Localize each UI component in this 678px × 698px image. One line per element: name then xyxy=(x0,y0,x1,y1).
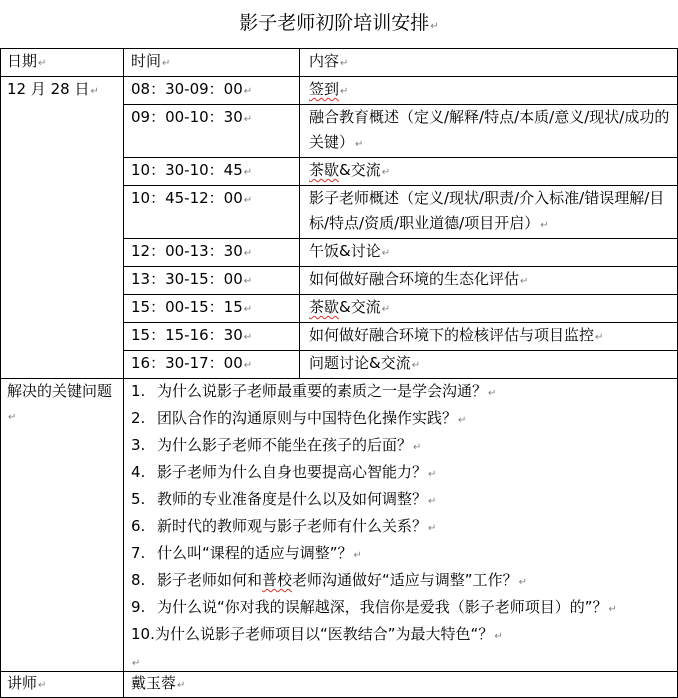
content-cell xyxy=(300,239,678,267)
paragraph-mark-icon: ↵ xyxy=(381,248,391,259)
key-issues-row xyxy=(1,379,678,672)
paragraph-mark-icon: ↵ xyxy=(411,360,421,371)
key-issue-item xyxy=(131,514,673,541)
paragraph-mark-icon: ↵ xyxy=(340,86,349,97)
time-cell xyxy=(124,267,300,295)
paragraph-mark-icon: ↵ xyxy=(595,332,604,343)
key-issue-text: 为什么说“你对我的误解越深，我信你是爱我（影子老师项目）的”？ xyxy=(157,598,608,616)
key-issue-item xyxy=(131,487,673,514)
paragraph-mark-icon: ↵ xyxy=(243,167,253,178)
paragraph-mark-icon: ↵ xyxy=(90,86,99,97)
content-text-flagged: 签到 xyxy=(309,80,340,98)
time-cell xyxy=(124,323,300,351)
key-issue-number: 9. xyxy=(131,598,146,616)
content-cell xyxy=(300,323,678,351)
schedule-row xyxy=(1,77,678,105)
key-issue-text: 为什么影子老师不能坐在孩子的后面？ xyxy=(157,436,413,454)
paragraph-mark-icon: ↵ xyxy=(243,195,253,206)
time-text: 08：30-09：00 xyxy=(131,80,243,98)
paragraph-mark-icon: ↵ xyxy=(243,360,253,371)
time-text: 15：00-15：15 xyxy=(131,298,243,316)
content-text-flagged: 茶歇 xyxy=(309,298,340,316)
key-issue-item xyxy=(131,406,673,433)
key-issue-number: 2. xyxy=(131,409,146,427)
paragraph-mark-icon: ↵ xyxy=(540,220,549,231)
time-cell xyxy=(124,351,300,379)
time-cell xyxy=(124,239,300,267)
paragraph-mark-icon: ↵ xyxy=(243,332,253,343)
key-issue-number: 4. xyxy=(131,463,146,481)
key-issue-number: 7. xyxy=(131,544,146,562)
key-issue-number: 10. xyxy=(131,625,155,643)
content-cell xyxy=(300,77,678,105)
time-text: 10：45-12：00 xyxy=(131,189,243,207)
paragraph-mark-icon: ↵ xyxy=(458,415,467,426)
header-time: 时间 xyxy=(131,52,162,70)
header-row xyxy=(1,49,678,77)
header-date-cell xyxy=(1,49,124,77)
paragraph-mark-icon: ↵ xyxy=(340,58,349,69)
key-issue-item xyxy=(131,433,673,460)
key-issue-item xyxy=(131,379,673,406)
date-cell xyxy=(1,77,124,379)
schedule-table xyxy=(0,48,678,698)
key-issue-item xyxy=(131,541,673,568)
paragraph-mark-icon: ↵ xyxy=(8,412,17,423)
content-text: &交流 xyxy=(339,298,381,316)
key-issues-label: 解决的关键问题 xyxy=(7,382,113,400)
content-text-flagged: 茶歇 xyxy=(309,161,340,179)
key-issues-list xyxy=(131,379,673,649)
document-title xyxy=(0,9,678,41)
content-text: 问题讨论&交流 xyxy=(309,354,411,372)
paragraph-mark-icon: ↵ xyxy=(162,58,171,69)
time-text: 16：30-17：00 xyxy=(131,354,243,372)
title-text: 影子老师初阶培训安排 xyxy=(239,12,430,34)
key-issue-number: 8. xyxy=(131,571,146,589)
content-text: &交流 xyxy=(339,161,381,179)
paragraph-mark-icon: ↵ xyxy=(488,388,497,399)
paragraph-mark-icon: ↵ xyxy=(243,304,253,315)
content-text: 如何做好融合环境下的检核评估与项目监控 xyxy=(309,326,595,344)
time-text: 12：00-13：30 xyxy=(131,242,243,260)
content-cell xyxy=(300,158,678,186)
content-cell xyxy=(300,186,678,239)
time-cell xyxy=(124,105,300,158)
header-content-cell xyxy=(300,49,678,77)
paragraph-mark-icon: ↵ xyxy=(243,114,253,125)
lecturer-name-cell xyxy=(124,672,678,698)
content-text: 午饭&讨论 xyxy=(309,242,381,260)
key-issue-item xyxy=(131,568,673,595)
content-text: 融合教育概述（定义/解释/特点/本质/意义/现状/成功的关键） xyxy=(309,108,670,151)
key-issue-item xyxy=(131,595,673,622)
lecturer-name: 戴玉蓉 xyxy=(131,674,177,692)
paragraph-mark-icon: ↵ xyxy=(428,496,437,507)
paragraph-mark-icon: ↵ xyxy=(413,442,422,453)
paragraph-mark-icon: ↵ xyxy=(38,680,47,691)
key-issue-text: 影子老师为什么自身也要提高心智能力？ xyxy=(157,463,428,481)
content-text: 影子老师概述（定义/现状/职责/介入标准/错误理解/目标/特点/资质/职业道德/项目开启） xyxy=(309,189,665,232)
time-text: 09：00-10：30 xyxy=(131,108,243,126)
paragraph-mark-icon: ↵ xyxy=(243,248,253,259)
key-issue-text: 新时代的教师观与影子老师有什么关系？ xyxy=(157,517,428,535)
time-text: 13：30-15：00 xyxy=(131,270,243,288)
key-issue-number: 6. xyxy=(131,517,146,535)
paragraph-mark-icon: ↵ xyxy=(520,276,529,287)
date-text: 12 月 28 日 xyxy=(7,80,90,98)
time-cell xyxy=(124,295,300,323)
content-cell xyxy=(300,267,678,295)
key-issue-text: 什么叫“课程的适应与调整”？ xyxy=(157,544,353,562)
header-time-cell xyxy=(124,49,300,77)
key-issue-number: 3. xyxy=(131,436,146,454)
paragraph-mark-icon: ↵ xyxy=(355,139,364,150)
lecturer-label: 讲师 xyxy=(7,674,38,692)
key-issues-cell xyxy=(124,379,678,672)
key-issue-number: 5. xyxy=(131,490,146,508)
content-cell xyxy=(300,295,678,323)
content-cell xyxy=(300,351,678,379)
lecturer-label-cell xyxy=(1,672,124,698)
empty-paragraph xyxy=(131,649,673,671)
paragraph-mark-icon: ↵ xyxy=(518,577,527,588)
key-issue-text: 影子老师如何和 xyxy=(157,571,263,589)
lecturer-row xyxy=(1,672,678,698)
schedule-table-body xyxy=(1,49,678,698)
key-issue-item xyxy=(131,460,673,487)
paragraph-mark-icon: ↵ xyxy=(430,21,439,32)
key-issue-text: 团队合作的沟通原则与中国特色化操作实践？ xyxy=(157,409,458,427)
key-issue-text: 为什么说影子老师项目以“医教结合”为最大特色“？ xyxy=(155,625,494,643)
paragraph-mark-icon: ↵ xyxy=(381,304,391,315)
key-issue-item xyxy=(131,622,673,649)
time-cell xyxy=(124,186,300,239)
paragraph-mark-icon: ↵ xyxy=(428,523,437,534)
key-issues-label-cell xyxy=(1,379,124,672)
paragraph-mark-icon: ↵ xyxy=(381,167,391,178)
header-content: 内容 xyxy=(309,52,340,70)
paragraph-mark-icon: ↵ xyxy=(428,469,437,480)
paragraph-mark-icon: ↵ xyxy=(243,86,253,97)
paragraph-mark-icon: ↵ xyxy=(608,604,617,615)
key-issue-text: 为什么说影子老师最重要的素质之一是学会沟通？ xyxy=(157,382,488,400)
paragraph-mark-icon: ↵ xyxy=(177,680,186,691)
time-text: 15：15-16：30 xyxy=(131,326,243,344)
key-issue-text-flagged: 普校 xyxy=(262,571,293,589)
paragraph-mark-icon: ↵ xyxy=(494,631,503,642)
key-issue-text: 教师的专业准备度是什么以及如何调整？ xyxy=(157,490,428,508)
time-cell xyxy=(124,158,300,186)
header-date: 日期 xyxy=(7,52,38,70)
content-cell xyxy=(300,105,678,158)
paragraph-mark-icon: ↵ xyxy=(38,58,47,69)
paragraph-mark-icon: ↵ xyxy=(353,550,362,561)
paragraph-mark-icon: ↵ xyxy=(243,276,253,287)
time-text: 10：30-10：45 xyxy=(131,161,243,179)
time-cell xyxy=(124,77,300,105)
key-issue-number: 1. xyxy=(131,382,146,400)
paragraph-mark-icon: ↵ xyxy=(132,658,141,669)
content-text: 如何做好融合环境的生态化评估 xyxy=(309,270,520,288)
key-issue-text: 老师沟通做好“适应与调整”工作？ xyxy=(292,571,518,589)
